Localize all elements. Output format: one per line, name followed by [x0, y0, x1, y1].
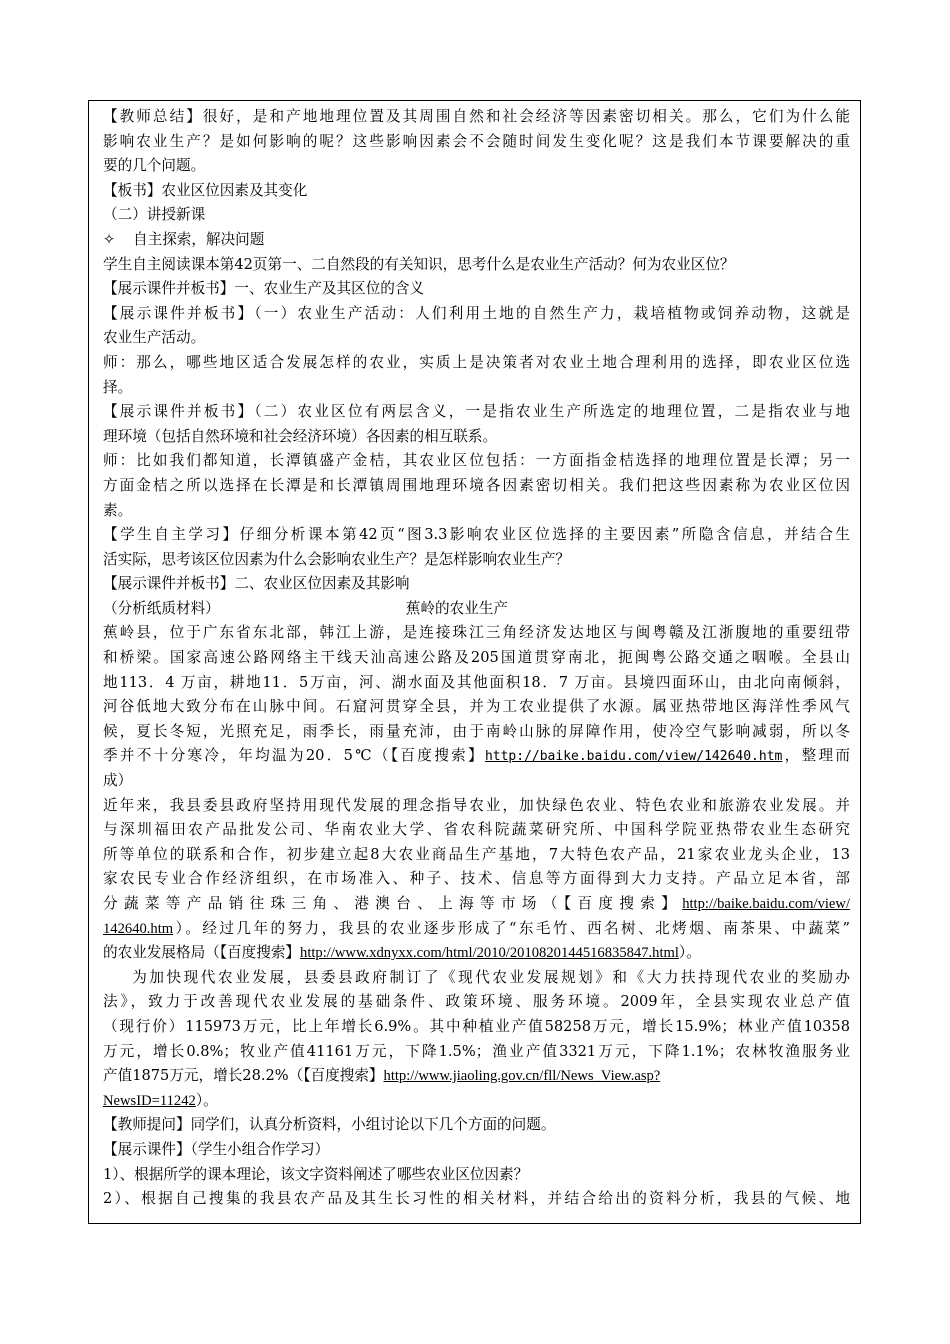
location-meaning-line-2: 理环境（包括自然环境和社会经济环境）各因素的相互联系。	[103, 427, 498, 445]
teacher-summary-line-1: 【教师总结】很好，是和产地地理位置及其周围自然和社会经济等因素密切相关。那么，它们为什么能	[103, 108, 850, 125]
courseware-group-study: 【展示课件】（学生小组合作学习）	[103, 1140, 330, 1158]
location-meaning-line-1: 【展示课件并板书】（二）农业区位有两层含义，一是指农业生产所选定的地理位置，二是指农业与地	[103, 403, 850, 421]
material1-line-5: 候，夏长冬短，光照充足，雨季长，雨量充沛，由于南岭山脉的屏障作用，使冷空气影响减弱，所以冬	[103, 722, 850, 740]
material2-line-2: 与深圳福田农产品批发公司、华南农业大学、省农科院蔬菜研究所、中国科学院亚热带农业生态研究	[103, 821, 850, 839]
material2-line-4: 家农民专业合作经济组织，在市场准入、种子、技术、信息等方面得到大力支持。产品立足本省，部	[103, 870, 850, 888]
material1-line-3: 地113．4 万亩，耕地11．5万亩，河、湖水面及其他面积18．7 万亩。县境四面环山，由北向南倾斜，	[103, 673, 850, 691]
teacher-question: 【教师提问】同学们，认真分析资料，小组讨论以下几个方面的问题。	[103, 1116, 556, 1134]
explore-heading	[103, 228, 850, 253]
jiaoling-link-a[interactable]: http://www.jiaoling.gov.cn/fll/News_View.asp?	[383, 1068, 661, 1085]
material2-line-7-tail: ）。	[678, 944, 701, 962]
jiaoling-link-b[interactable]: NewsID=11242	[103, 1092, 196, 1109]
material-title: 蕉岭的农业生产	[405, 599, 508, 617]
material2-line-7	[103, 941, 850, 966]
material3-line-4: 万元，增长0.8%；牧业产值41161万元，下降1.5%；渔业产值3321万元，下降1.1%；农林牧渔服务业	[103, 1042, 850, 1060]
xdnyxx-link[interactable]: http://www.xdnyxx.com/html/2010/2010820144516835847.html	[300, 945, 679, 962]
teacher-remark-line-1: 师：那么，哪些地区适合发展怎样的农业，实质上是决策者对农业土地合理利用的选择，即农业区位选	[103, 353, 850, 371]
material3-line-3: （现行价）115973万元，比上年增长6.9%。其中种植业产值58258万元，增长15.9%；林业产值10358	[103, 1017, 850, 1035]
board-section-1: 【展示课件并板书】一、农业生产及其区位的含义	[103, 280, 425, 298]
material2-line-6	[103, 917, 850, 942]
material2-line-5-text: 分蔬菜等产品销往珠三角、港澳台、上海等市场（【百度搜索】	[103, 895, 683, 912]
material2-line-3: 所等单位的联系和合作，初步建立起8大农业商品生产基地，7大特色农产品，21家农业龙头企业，13	[103, 845, 850, 863]
material3-line-1: 为加快现代农业发展，县委县政府制订了《现代农业发展规划》和《大力扶持现代农业的奖励办	[132, 968, 850, 986]
self-study-line-1: 【学生自主学习】仔细分析课本第42页“图3.3影响农业区位选择的主要因素”所隐含信息，并结合生	[103, 526, 850, 544]
material2-line-6-text: ）。经过几年的努力，我县的农业逐步形成了“东毛竹、西名树、北烤烟、南茶果、中蔬菜”	[173, 919, 850, 937]
material3-line-5	[103, 1064, 850, 1089]
definition-line-2: 农业生产活动。	[103, 329, 206, 347]
material2-line-1: 近年来，我县委县政府坚持用现代发展的理念指导农业，加快绿色农业、特色农业和旅游农业发展。并	[103, 796, 850, 814]
self-study-line-2: 活实际，思考该区位因素为什么会影响农业生产？是怎样影响农业生产？	[103, 550, 571, 568]
material3-line-6-text: ）。	[195, 1091, 218, 1109]
board-note-title: 【板书】农业区位因素及其变化	[103, 181, 308, 199]
explore-heading-text: 自主探索，解决问题	[133, 230, 265, 248]
material1-line-6-text: 季并不十分寒冷，年均温为20．5℃（【百度搜索】	[103, 747, 485, 765]
board-section-2: 【展示课件并板书】二、农业区位因素及其影响	[103, 575, 410, 593]
baike-link[interactable]: http://baike.baidu.com/view/142640.htm	[484, 749, 783, 765]
teacher-summary-line-3: 要的几个问题。	[103, 157, 206, 175]
section-new-lesson: （二）讲授新课	[103, 206, 206, 224]
material-heading	[103, 597, 850, 622]
reading-task: 学生自主阅读课本第42页第一、二自然段的有关知识，思考什么是农业生产活动？何为农业区位？	[103, 255, 735, 273]
kumquat-example-line-3: 素。	[103, 501, 133, 519]
material1-line-1: 蕉岭县，位于广东省东北部，韩江上游，是连接珠江三角经济发达地区与闽粤赣及江浙腹地的重要纽带	[103, 624, 850, 642]
material3-line-5-text: 产值1875万元，增长28.2%（【百度搜索】	[103, 1067, 384, 1085]
question-2: 2）、根据自己搜集的我县农产品及其生长习性的相关材料，并结合给出的资料分析，我县的气候、地	[103, 1190, 850, 1208]
question-1: 1）、根据所学的课本理论，该文字资料阐述了哪些农业区位因素？	[103, 1165, 529, 1183]
baike-link-2b[interactable]: 142640.htm	[103, 920, 174, 937]
definition-line-1: 【展示课件并板书】（一）农业生产活动：人们利用土地的自然生产力，栽培植物或饲养动物，这就是	[103, 304, 850, 322]
kumquat-example-line-2: 方面金桔之所以选择在长潭是和长潭镇周围地理环境各因素密切相关。我们把这些因素称为农业区位因	[103, 476, 850, 494]
lesson-content	[89, 101, 860, 1212]
material1-line-6	[103, 744, 850, 769]
material-label: （分析纸质材料）	[103, 599, 220, 617]
teacher-summary-line-2: 影响农业生产？是如何影响的呢？这些影响因素会不会随时间发生变化呢？这是我们本节课要解决的重	[103, 132, 850, 150]
material1-line-4: 河谷低地大致分布在山脉中间。石窟河贯穿全县，并为工农业提供了水源。属亚热带地区海洋性季风气	[103, 698, 850, 716]
material1-line-2: 和桥梁。国家高速公路网络主干线天汕高速公路及205国道贯穿南北，扼闽粤公路交通之咽喉。全县山	[103, 649, 850, 667]
lesson-plan-cell	[88, 100, 861, 1224]
material2-line-7-text: 的农业发展格局（【百度搜索】	[103, 944, 301, 962]
material3-line-2: 法》，致力于改善现代农业发展的基础条件、政策环境、服务环境。2009年，全县实现农业总产值	[103, 993, 850, 1011]
material2-line-5	[103, 892, 850, 917]
kumquat-example-line-1: 师：比如我们都知道，长潭镇盛产金桔，其农业区位包括：一方面指金桔选择的地理位置是长潭；另一	[103, 452, 850, 470]
material3-line-6	[103, 1089, 850, 1114]
material1-line-7: 成）	[103, 772, 133, 790]
teacher-remark-line-2: 择。	[103, 378, 133, 396]
diamond-star-icon: ✧	[103, 230, 116, 248]
baike-link-2a[interactable]: http://baike.baidu.com/view/	[682, 896, 850, 912]
material1-line-6-tail: ，整理而	[782, 747, 850, 765]
